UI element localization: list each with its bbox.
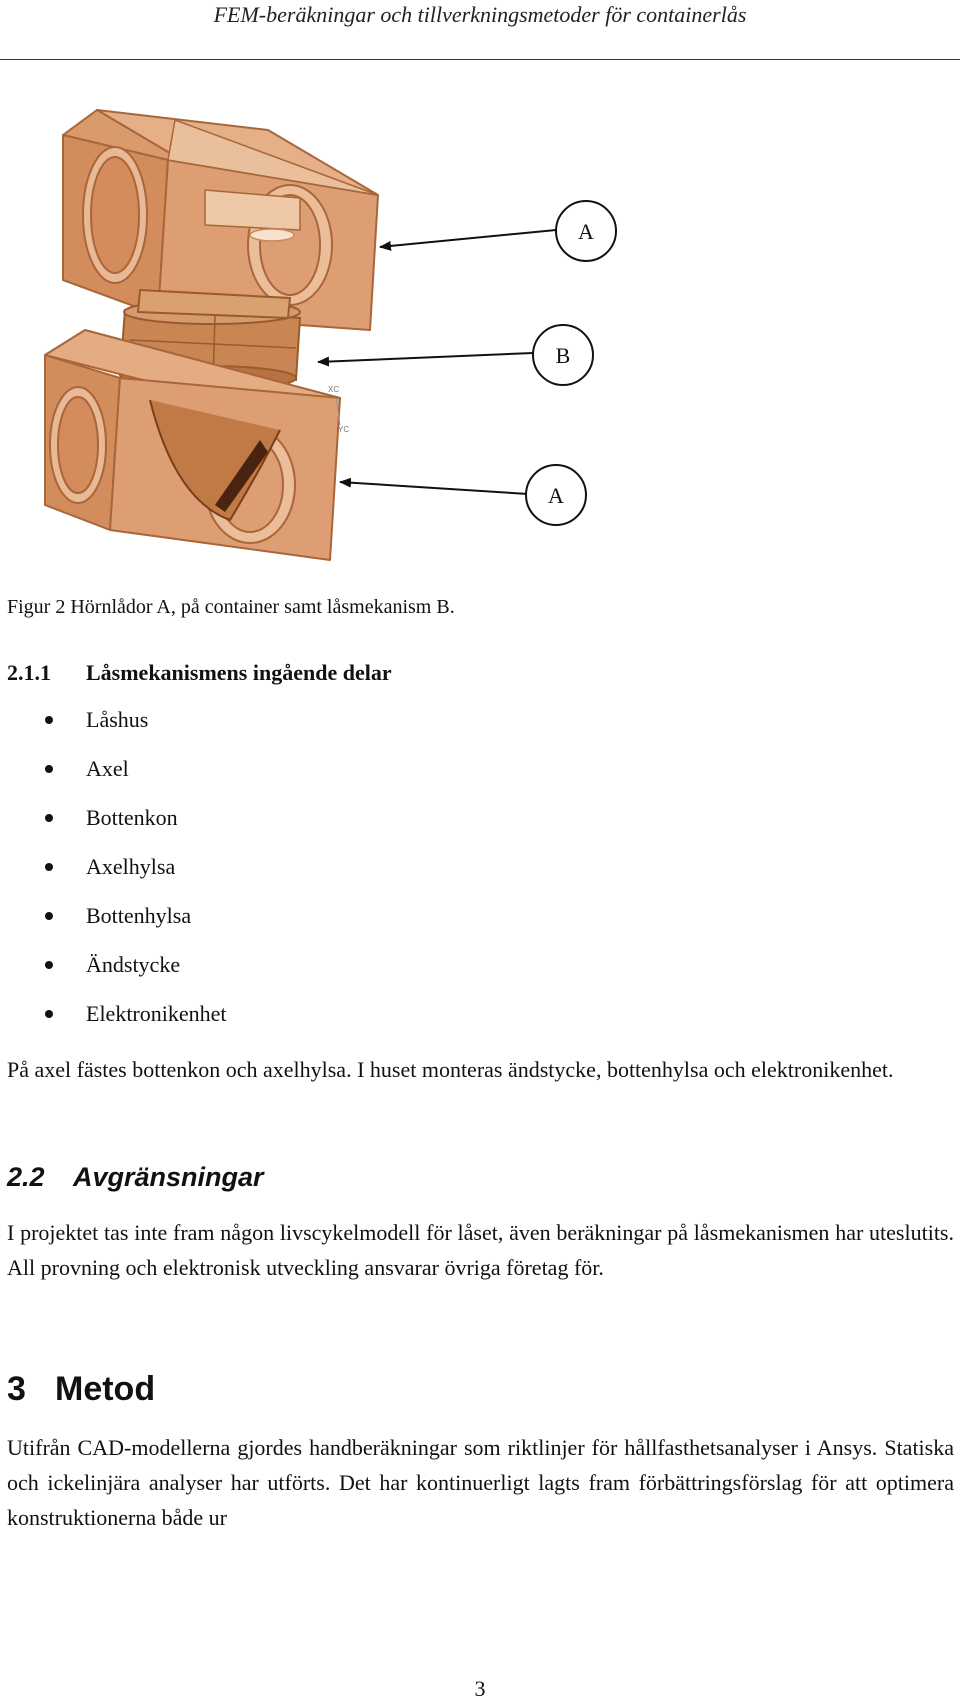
bullet-icon bbox=[45, 1010, 53, 1018]
bullet-icon bbox=[45, 912, 53, 920]
container-lock-illustration bbox=[0, 90, 960, 580]
section-number: 2.2 bbox=[7, 1162, 45, 1192]
list-item-label: Låshus bbox=[86, 707, 149, 732]
header-rule bbox=[0, 59, 960, 60]
section-heading-3 bbox=[7, 1370, 155, 1409]
list-item-label: Elektronikenhet bbox=[86, 1001, 227, 1026]
list-item-label: Axel bbox=[86, 756, 129, 781]
label-a-top: A bbox=[578, 219, 594, 244]
bullet-icon bbox=[45, 765, 53, 773]
running-header: FEM-beräkningar och tillverkningsmetoder för containerlås bbox=[213, 2, 747, 27]
bullet-icon bbox=[45, 863, 53, 871]
svg-text:XC: XC bbox=[328, 385, 340, 394]
lower-corner-box bbox=[45, 330, 349, 560]
bullet-icon bbox=[45, 716, 53, 724]
arrow-to-upper-box bbox=[380, 230, 556, 247]
svg-text:YC: YC bbox=[338, 425, 350, 434]
label-b: B bbox=[555, 343, 571, 368]
section-heading-2-1-1 bbox=[7, 660, 392, 686]
paragraph-assembly: På axel fästes bottenkon och axelhylsa. I huset monteras ändstycke, bottenhylsa och elektronikenhet. bbox=[7, 1057, 894, 1082]
bullet-icon bbox=[45, 814, 53, 822]
arrow-to-lower-box bbox=[340, 482, 528, 494]
arrow-to-shaft bbox=[318, 353, 533, 362]
section-title: Låsmekanismens ingående delar bbox=[86, 660, 392, 685]
page-number: 3 bbox=[474, 1676, 486, 1701]
figure-container-lock bbox=[0, 90, 960, 580]
list-item-label: Ändstycke bbox=[86, 952, 181, 977]
figure-caption: Figur 2 Hörnlådor A, på container samt låsmekanism B. bbox=[7, 596, 455, 618]
section-heading-2-2 bbox=[7, 1162, 264, 1193]
paragraph-method: Utifrån CAD-modellerna gjordes handberäkningar som riktlinjer för hållfasthetsanalyser i Ansys. Statiska och ickelinjära analyser har utförts. Det har kontinuerligt lagts fram förbättringsförslag för att optimera konstruktionerna både ur bbox=[7, 1435, 954, 1530]
list-item-label: Bottenhylsa bbox=[86, 903, 192, 928]
section-title: Metod bbox=[55, 1370, 156, 1408]
list-item-label: Axelhylsa bbox=[86, 854, 176, 879]
bullet-icon bbox=[45, 961, 53, 969]
paragraph-limitations: I projektet tas inte fram någon livscykelmodell för låset, även beräkningar på låsmekanismen har uteslutits. All provning och elektronisk utveckling ansvarar övriga företag för. bbox=[7, 1220, 954, 1280]
label-a-bottom: A bbox=[548, 483, 564, 508]
section-number: 3 bbox=[7, 1370, 26, 1408]
section-title: Avgränsningar bbox=[73, 1162, 264, 1192]
list-item-label: Bottenkon bbox=[86, 805, 178, 830]
section-number: 2.1.1 bbox=[7, 660, 51, 685]
